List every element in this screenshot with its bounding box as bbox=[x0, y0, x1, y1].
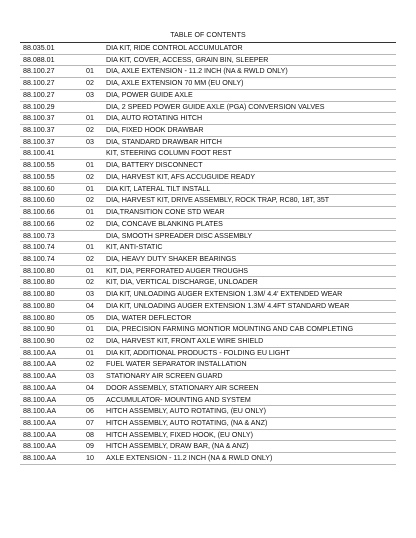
section-code: 88.035.01 bbox=[23, 44, 55, 52]
item-number: 02 bbox=[86, 79, 94, 88]
section-code: 88.100.27 bbox=[23, 67, 55, 76]
section-code: 88.100.AA bbox=[23, 407, 57, 416]
item-number: 07 bbox=[86, 419, 94, 427]
item-number: 01 bbox=[86, 266, 94, 275]
section-code: 88.100.AA bbox=[23, 348, 57, 357]
item-description: DIA, HEAVY DUTY SHAKER BEARINGS bbox=[106, 254, 237, 263]
section-code: 88.100.60 bbox=[23, 184, 55, 193]
toc-row bbox=[20, 231, 396, 243]
section-code: 88.100.74 bbox=[23, 243, 55, 252]
item-description: DIA, HARVEST KIT, DRIVE ASSEMBLY, ROCK TRAP, RC80, 18T, 35T bbox=[106, 196, 330, 205]
section-code: 88.100.29 bbox=[23, 102, 55, 111]
section-code: 88.100.AA bbox=[23, 395, 57, 404]
item-description: DIA, CONCAVE BLANKING PLATES bbox=[106, 219, 223, 228]
item-number: 01 bbox=[86, 67, 94, 76]
item-number: 09 bbox=[86, 442, 94, 451]
item-number: 01 bbox=[86, 243, 94, 252]
toc-row bbox=[20, 55, 396, 67]
item-description: FUEL WATER SEPARATOR INSTALLATION bbox=[106, 360, 247, 369]
toc-row bbox=[20, 266, 396, 278]
section-code: 88.100.AA bbox=[23, 454, 57, 463]
item-description: HITCH ASSEMBLY, FIXED HOOK, (EU ONLY) bbox=[106, 430, 254, 439]
item-number: 03 bbox=[86, 290, 94, 299]
item-description: DIA, AXLE EXTENSION 70 MM (EU ONLY) bbox=[106, 79, 244, 88]
toc-row bbox=[20, 43, 396, 55]
toc-row bbox=[20, 219, 396, 231]
item-description: KIT, DIA, VERTICAL DISCHARGE, UNLOADER bbox=[106, 278, 258, 287]
item-number: 03 bbox=[86, 372, 94, 381]
item-number: 02 bbox=[86, 254, 94, 263]
item-description: DIA, BATTERY DISCONNECT bbox=[106, 161, 203, 170]
toc-row bbox=[20, 242, 396, 254]
item-description: DIA KIT, UNLOADING AUGER EXTENSION 1.3M/ 4.4' EXTENDED WEAR bbox=[106, 290, 343, 299]
item-number: 06 bbox=[86, 407, 94, 416]
item-description: KIT, STEERING COLUMN FOOT REST bbox=[106, 149, 232, 158]
toc-row bbox=[20, 441, 396, 453]
item-number: 02 bbox=[86, 172, 94, 181]
item-description: DIA, PRECISION FARMING MONTIOR MOUNTING AND CAB COMPLETING bbox=[106, 325, 354, 334]
section-code: 88.100.60 bbox=[23, 196, 55, 205]
section-code: 88.100.27 bbox=[23, 90, 55, 99]
item-number: 03 bbox=[86, 90, 94, 99]
toc-row bbox=[20, 207, 396, 219]
item-description: KIT, DIA, PERFORATED AUGER TROUGHS bbox=[106, 266, 249, 275]
item-description: DIA, WATER DEFLECTOR bbox=[106, 313, 192, 322]
item-description: HITCH ASSEMBLY, DRAW BAR, (NA & ANZ) bbox=[106, 442, 249, 451]
item-number: 02 bbox=[86, 336, 94, 345]
toc-row bbox=[20, 148, 396, 160]
section-code: 88.100.AA bbox=[23, 442, 57, 451]
section-code: 88.100.80 bbox=[23, 313, 55, 322]
toc-row bbox=[20, 430, 396, 442]
toc-row bbox=[20, 78, 396, 90]
toc-rows bbox=[20, 43, 396, 465]
item-description: DIA,TRANSITION CONE STD WEAR bbox=[106, 208, 225, 217]
section-code: 88.100.90 bbox=[23, 325, 55, 334]
item-description: DIA KIT, RIDE CONTROL ACCUMULATOR bbox=[106, 44, 243, 52]
item-number: 04 bbox=[86, 301, 94, 310]
item-description: STATIONARY AIR SCREEN GUARD bbox=[106, 372, 223, 381]
section-code: 88.100.80 bbox=[23, 290, 55, 299]
item-number: 01 bbox=[86, 348, 94, 357]
item-description: DIA, HARVEST KIT, FRONT AXLE WIRE SHIELD bbox=[106, 336, 264, 345]
item-number: 03 bbox=[86, 137, 94, 146]
section-code: 88.100.37 bbox=[23, 114, 55, 123]
item-description: DIA, FIXED HOOK DRAWBAR bbox=[106, 126, 204, 135]
toc-row bbox=[20, 289, 396, 301]
item-description: KIT, ANTI-STATIC bbox=[106, 243, 163, 252]
item-description: HITCH ASSEMBLY, AUTO ROTATING, (NA & ANZ) bbox=[106, 419, 268, 427]
item-description: DIA KIT, UNLOADING AUGER EXTENSION 1.3M/ 4.4FT STANDARD WEAR bbox=[106, 301, 350, 310]
section-code: 88.100.AA bbox=[23, 383, 57, 392]
toc-row bbox=[20, 277, 396, 289]
toc-row bbox=[20, 324, 396, 336]
section-code: 88.100.27 bbox=[23, 79, 55, 88]
toc-row bbox=[20, 301, 396, 313]
toc-row bbox=[20, 383, 396, 395]
toc-title: TABLE OF CONTENTS bbox=[20, 30, 396, 43]
item-description: DIA, 2 SPEED POWER GUIDE AXLE (PGA) CONVERSION VALVES bbox=[106, 102, 325, 111]
toc-row bbox=[20, 254, 396, 266]
item-number: 05 bbox=[86, 313, 94, 322]
toc-row bbox=[20, 195, 396, 207]
toc-row bbox=[20, 102, 396, 114]
item-description: HITCH ASSEMBLY, AUTO ROTATING, (EU ONLY) bbox=[106, 407, 267, 416]
item-number: 02 bbox=[86, 219, 94, 228]
item-number: 02 bbox=[86, 360, 94, 369]
item-description: ACCUMULATOR- MOUNTING AND SYSTEM bbox=[106, 395, 251, 404]
item-description: DIA KIT, ADDITIONAL PRODUCTS - FOLDING EU LIGHT bbox=[106, 348, 290, 357]
section-code: 88.100.66 bbox=[23, 219, 55, 228]
section-code: 88.100.66 bbox=[23, 208, 55, 217]
section-code: 88.100.73 bbox=[23, 231, 55, 240]
toc-row bbox=[20, 160, 396, 172]
toc-row bbox=[20, 453, 396, 465]
item-number: 01 bbox=[86, 161, 94, 170]
item-number: 05 bbox=[86, 395, 94, 404]
section-code: 88.100.55 bbox=[23, 161, 55, 170]
item-description: DIA KIT, LATERAL TILT INSTALL bbox=[106, 184, 211, 193]
toc-row bbox=[20, 418, 396, 430]
section-code: 88.100.80 bbox=[23, 301, 55, 310]
item-number: 01 bbox=[86, 208, 94, 217]
item-description: DIA, STANDARD DRAWBAR HITCH bbox=[106, 137, 222, 146]
toc-row bbox=[20, 313, 396, 325]
toc-row bbox=[20, 348, 396, 360]
toc-row bbox=[20, 172, 396, 184]
item-number: 10 bbox=[86, 454, 94, 463]
section-code: 88.100.80 bbox=[23, 266, 55, 275]
toc-row bbox=[20, 137, 396, 149]
toc-row bbox=[20, 184, 396, 196]
item-number: 01 bbox=[86, 325, 94, 334]
item-number: 02 bbox=[86, 278, 94, 287]
toc-row bbox=[20, 90, 396, 102]
item-description: DIA, SMOOTH SPREADER DISC ASSEMBLY bbox=[106, 231, 253, 240]
item-description: DIA, AXLE EXTENSION - 11.2 INCH (NA & RWLD ONLY) bbox=[106, 67, 288, 76]
section-code: 88.100.37 bbox=[23, 126, 55, 135]
toc-row bbox=[20, 406, 396, 418]
section-code: 88.100.AA bbox=[23, 372, 57, 381]
item-number: 08 bbox=[86, 430, 94, 439]
item-description: DIA KIT, COVER, ACCESS, GRAIN BIN, SLEEPER bbox=[106, 55, 269, 64]
toc-row bbox=[20, 395, 396, 407]
section-code: 88.100.AA bbox=[23, 360, 57, 369]
toc-row bbox=[20, 371, 396, 383]
section-code: 88.100.37 bbox=[23, 137, 55, 146]
item-description: DIA, AUTO ROTATING HITCH bbox=[106, 114, 203, 123]
toc-row bbox=[20, 359, 396, 371]
item-description: DOOR ASSEMBLY, STATIONARY AIR SCREEN bbox=[106, 383, 259, 392]
section-code: 88.100.90 bbox=[23, 336, 55, 345]
item-number: 02 bbox=[86, 126, 94, 135]
section-code: 88.100.55 bbox=[23, 172, 55, 181]
toc-row bbox=[20, 113, 396, 125]
section-code: 88.100.41 bbox=[23, 149, 55, 158]
item-number: 02 bbox=[86, 196, 94, 205]
item-description: DIA, HARVEST KIT, AFS ACCUGUIDE READY bbox=[106, 172, 256, 181]
item-number: 01 bbox=[86, 114, 94, 123]
section-code: 88.088.01 bbox=[23, 55, 55, 64]
toc-row bbox=[20, 66, 396, 78]
toc-row bbox=[20, 336, 396, 348]
table-of-contents bbox=[20, 30, 396, 465]
item-number: 01 bbox=[86, 184, 94, 193]
section-code: 88.100.74 bbox=[23, 254, 55, 263]
section-code: 88.100.80 bbox=[23, 278, 55, 287]
item-description: DIA, POWER GUIDE AXLE bbox=[106, 90, 193, 99]
section-code: 88.100.AA bbox=[23, 430, 57, 439]
toc-row bbox=[20, 125, 396, 137]
section-code: 88.100.AA bbox=[23, 419, 57, 427]
item-number: 04 bbox=[86, 383, 94, 392]
item-description: AXLE EXTENSION - 11.2 INCH (NA & RWLD ONLY) bbox=[106, 454, 273, 463]
